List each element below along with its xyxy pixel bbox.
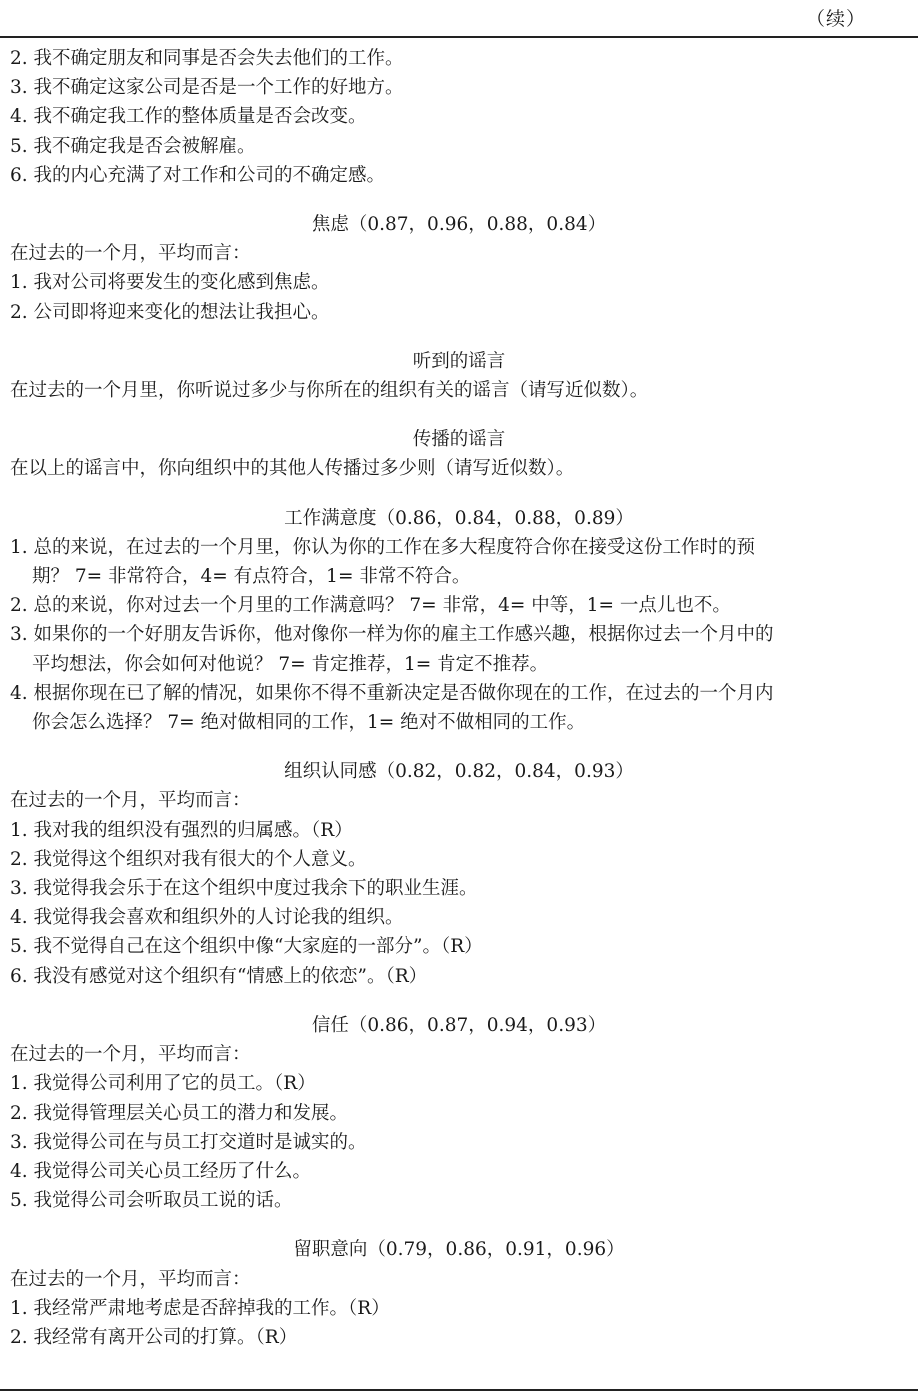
section-intro: 在过去的一个月，平均而言： bbox=[10, 1268, 251, 1290]
section-gap bbox=[10, 1215, 908, 1235]
section-heading: 留职意向（0.79，0.86，0.91，0.96） bbox=[293, 1239, 625, 1261]
section-anxiety bbox=[10, 210, 908, 327]
list-item: 1. 总的来说，在过去的一个月里，你认为你的工作在多大程度符合你在接受这份工作时的预 bbox=[10, 536, 756, 558]
list-item: 4. 我觉得公司关心员工经历了什么。 bbox=[10, 1160, 312, 1182]
section-org-identification bbox=[10, 757, 908, 991]
list-item-continuation: 平均想法，你会如何对他说？ 7= 肯定推荐，1= 肯定不推荐。 bbox=[32, 653, 549, 675]
section-gap bbox=[10, 991, 908, 1011]
list-item: 5. 我不觉得自己在这个组织中像“大家庭的一部分”。（R） bbox=[10, 936, 483, 958]
continued-label: （续） bbox=[805, 8, 866, 30]
section-heading: 焦虑（0.87，0.96，0.88，0.84） bbox=[311, 214, 607, 236]
list-item: 1. 我经常严肃地考虑是否辞掉我的工作。（R） bbox=[10, 1297, 390, 1319]
section-intro: 在过去的一个月，平均而言： bbox=[10, 243, 251, 265]
list-item-continuation: 期？ 7= 非常符合，4= 有点符合，1= 非常不符合。 bbox=[32, 566, 471, 588]
section-uncertainty-continued bbox=[10, 44, 908, 190]
top-rule bbox=[0, 36, 918, 38]
list-item: 4. 我觉得我会喜欢和组织外的人讨论我的组织。 bbox=[10, 907, 404, 929]
section-gap bbox=[10, 327, 908, 347]
list-item: 2. 我觉得管理层关心员工的潜力和发展。 bbox=[10, 1102, 349, 1124]
section-gap bbox=[10, 405, 908, 425]
list-item: 1. 我觉得公司利用了它的员工。（R） bbox=[10, 1073, 316, 1095]
section-intro: 在过去的一个月里，你听说过多少与你所在的组织有关的谣言（请写近似数）。 bbox=[10, 380, 649, 402]
section-intro: 在以上的谣言中，你向组织中的其他人传播过多少则（请写近似数）。 bbox=[10, 458, 575, 480]
list-item: 4. 我不确定我工作的整体质量是否会改变。 bbox=[10, 106, 367, 128]
list-item: 3. 我觉得公司在与员工打交道时是诚实的。 bbox=[10, 1131, 367, 1153]
list-item: 2. 公司即将迎来变化的想法让我担心。 bbox=[10, 301, 330, 323]
list-item: 2. 我不确定朋友和同事是否会失去他们的工作。 bbox=[10, 48, 404, 69]
questionnaire-content bbox=[10, 44, 908, 1352]
bottom-rule bbox=[0, 1389, 918, 1391]
section-rumors-spread bbox=[10, 425, 908, 483]
list-item-continuation: 你会怎么选择？ 7= 绝对做相同的工作，1= 绝对不做相同的工作。 bbox=[32, 712, 586, 734]
section-gap bbox=[10, 190, 908, 210]
list-item: 3. 我不确定这家公司是否是一个工作的好地方。 bbox=[10, 77, 404, 99]
section-intro: 在过去的一个月，平均而言： bbox=[10, 1044, 251, 1066]
list-item: 4. 根据你现在已了解的情况，如果你不得不重新决定是否做你现在的工作，在过去的一个月内 bbox=[10, 682, 774, 704]
list-item: 1. 我对我的组织没有强烈的归属感。（R） bbox=[10, 819, 353, 841]
section-rumors-heard bbox=[10, 347, 908, 405]
list-item: 2. 我觉得这个组织对我有很大的个人意义。 bbox=[10, 848, 367, 870]
list-item: 5. 我不确定我是否会被解雇。 bbox=[10, 135, 256, 157]
list-item: 2. 我经常有离开公司的打算。（R） bbox=[10, 1326, 298, 1348]
section-heading: 传播的谣言 bbox=[412, 429, 506, 451]
list-item: 6. 我没有感觉对这个组织有“情感上的依恋”。（R） bbox=[10, 965, 428, 987]
section-gap bbox=[10, 737, 908, 757]
section-heading: 工作满意度（0.86，0.84，0.88，0.89） bbox=[284, 507, 634, 529]
list-item: 1. 我对公司将要发生的变化感到焦虑。 bbox=[10, 272, 330, 294]
list-item: 5. 我觉得公司会听取员工说的话。 bbox=[10, 1190, 293, 1212]
list-item: 6. 我的内心充满了对工作和公司的不确定感。 bbox=[10, 164, 386, 186]
section-heading: 信任（0.86，0.87，0.94，0.93） bbox=[311, 1014, 607, 1036]
section-gap bbox=[10, 484, 908, 504]
section-retention-intent bbox=[10, 1235, 908, 1352]
list-item: 2. 总的来说，你对过去一个月里的工作满意吗？ 7= 非常，4= 中等，1= 一点儿也不。 bbox=[10, 595, 731, 617]
section-intro: 在过去的一个月，平均而言： bbox=[10, 790, 251, 812]
list-item: 3. 我觉得我会乐于在这个组织中度过我余下的职业生涯。 bbox=[10, 878, 478, 900]
section-trust bbox=[10, 1011, 908, 1215]
section-heading: 组织认同感（0.82，0.82，0.84，0.93） bbox=[284, 761, 634, 783]
section-job-satisfaction bbox=[10, 504, 908, 738]
section-heading: 听到的谣言 bbox=[412, 350, 506, 372]
list-item: 3. 如果你的一个好朋友告诉你，他对像你一样为你的雇主工作感兴趣，根据你过去一个月中的 bbox=[10, 624, 774, 646]
